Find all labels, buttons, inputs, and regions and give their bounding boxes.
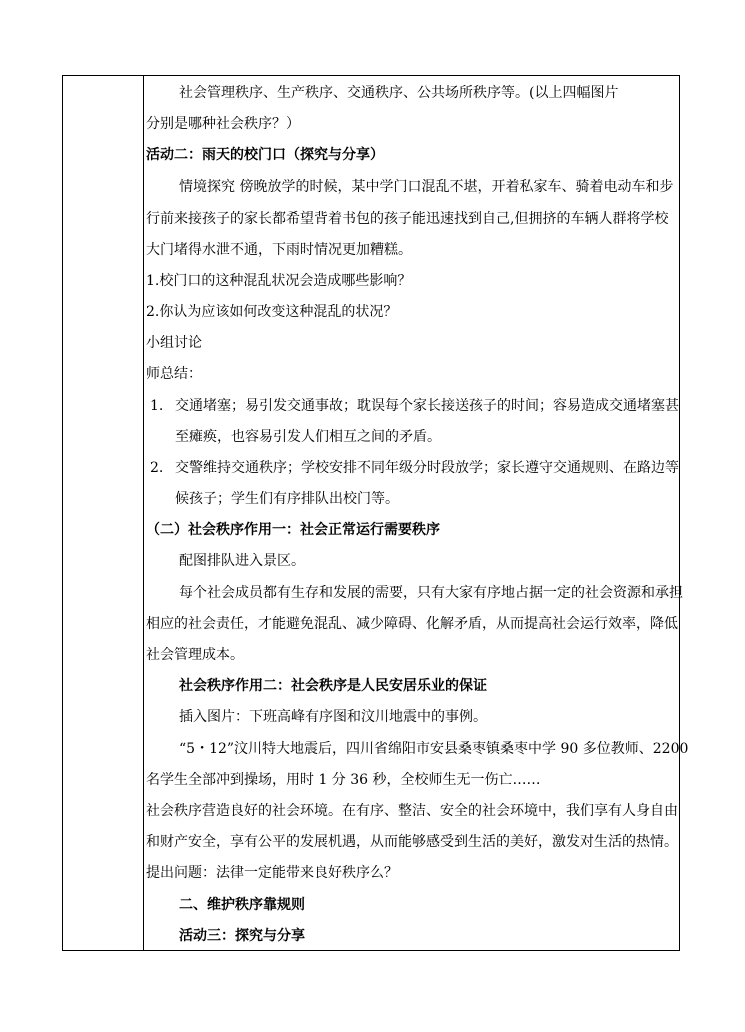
lesson-table <box>62 75 689 951</box>
text-line: 小组讨论 <box>146 335 202 351</box>
question-line: 提出问题：法律一定能带来良好秩序么？ <box>146 865 398 881</box>
text-line: 相应的社会责任，才能避免混乱、减少障碍、化解矛盾，从而提高社会运行效率，降低 <box>146 616 678 632</box>
question-line: 2.你认为应该如何改变这种混乱的状况？ <box>146 304 398 320</box>
list-number: 1. <box>150 398 164 414</box>
list-text: 交警维持交通秩序；学校安排不同年级分时段放学；家长遵守交通规则、在路边等 <box>175 460 679 476</box>
activity-heading: 活动二：雨天的校门口（探究与分享） <box>146 147 384 163</box>
section-heading: 社会秩序作用二：社会秩序是人民安居乐业的保证 <box>179 678 487 694</box>
text-line: 和财产安全，享有公平的发展机遇，从而能够感受到生活的美好，激发对生活的热情。 <box>146 834 678 850</box>
text-line: 情境探究 傍晚放学的时候，某中学门口混乱不堪，开着私家车、骑着电动车和步 <box>179 179 674 195</box>
text-line: 社会管理秩序、生产秩序、交通秩序、公共场所秩序等。(以上四幅图片 <box>179 85 619 101</box>
text-line: 至瘫痪，也容易引发人们相互之间的矛盾。 <box>175 429 441 445</box>
text-line: 社会秩序营造良好的社会环境。在有序、整洁、安全的社会环境中，我们享有人身自由 <box>146 803 678 819</box>
text-line: 候孩子；学生们有序排队出校门等。 <box>175 491 399 507</box>
question-line: 1.校门口的这种混乱状况会造成哪些影响？ <box>146 273 412 289</box>
section-heading: 二、维护秩序靠规则 <box>179 897 305 913</box>
text-line: 行前来接孩子的家长都希望背着书包的孩子能迅速找到自己,但拥挤的车辆人群将学校 <box>146 211 669 227</box>
text-line: 每个社会成员都有生存和发展的需要，只有大家有序地占据一定的社会资源和承担 <box>179 585 683 601</box>
text-line: 插入图片：下班高峰有序图和汶川地震中的事例。 <box>179 709 487 725</box>
text-line: 师总结： <box>146 366 202 382</box>
text-line: 分别是哪种社会秩序？） <box>146 116 300 132</box>
text-line: “5・12”汶川特大地震后，四川省绵阳市安县桑枣镇桑枣中学 90 多位教师、2200 <box>179 741 689 757</box>
list-text: 交通堵塞；易引发交通事故；耽误每个家长接送孩子的时间；容易造成交通堵塞甚 <box>175 398 679 414</box>
text-line: 大门堵得水泄不通，下雨时情况更加糟糕。 <box>146 242 412 258</box>
text-line: 名学生全部冲到操场，用时 1 分 36 秒，全校师生无一伤亡…… <box>146 772 541 788</box>
activity-heading: 活动三：探究与分享 <box>179 928 305 944</box>
column-divider <box>143 76 144 950</box>
list-number: 2. <box>150 460 164 476</box>
text-line: 社会管理成本。 <box>146 647 244 663</box>
text-line: 配图排队进入景区。 <box>179 553 305 569</box>
section-heading: （二）社会秩序作用一：社会正常运行需要秩序 <box>146 522 440 538</box>
